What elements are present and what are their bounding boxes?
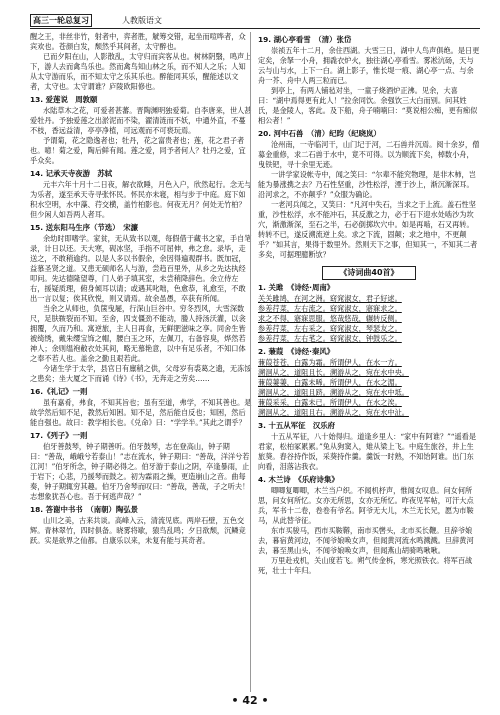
paragraph: 伯牙善鼓琴，钟子期善听。伯牙鼓琴，志在登高山，钟子期曰：“善哉，峨峨兮若泰山！”志在流水，钟子期曰：“善哉，洋洋兮若江河！”伯牙所念，钟子期必得之。伯牙游于泰山之阴，卒逢暴雨，止于岩下；心悲，乃援琴而鼓之。初为霖雨之操，更造崩山之音。曲每奏，钟子期辄穷其趣。伯牙乃舍琴而叹曰：“善哉，善哉，子之听夫！志想象犹吾心也。吾于何逃声哉？” xyxy=(30,442,250,501)
paragraph: 山川之美，古来共谈。高峰入云，清流见底。两岸石壁，五色交辉。青林翠竹，四时俱备。晓雾将歇，猿鸟乱鸣；夕日欲颓，沉鳞竞跃。实是欲界之仙都。自康乐以来，未复有能与其奇者。 xyxy=(30,516,246,545)
section-title: 15. 送东阳马生序（节选） 宋濂 xyxy=(30,223,139,232)
paragraph: 到亭上，有两人铺毡对坐，一童子烧酒炉正沸。见余，大喜曰：“湖中焉得更有此人！”拉余同饮。余强饮三大白而别。问其姓氏，是金陵人，客此。及下船，舟子喃喃曰：“莫说相公痴，更有痴似相公者！” xyxy=(258,86,478,125)
verse-line: 溯洄从之，道阻且长。溯游从之，宛在水中央。 xyxy=(258,368,409,377)
section-title: 19. 湖心亭看雪 （清）张岱 xyxy=(258,35,352,44)
section-title: 3. 十五从军征 汉乐府 xyxy=(258,421,336,430)
section-title: 20. 河中石兽 （清）纪昀（纪晓岚） xyxy=(258,129,381,138)
verse-line: 关关雎鸠，在河之洲。窈窕淑女，君子好逑。 xyxy=(258,294,402,303)
paragraph: 十五从军征，八十始得归。道逢乡里人：“家中有阿谁？”“遥看是君家，松柏冢累累。”兔从狗窦入，雉从梁上飞。中庭生旅谷，井上生旅葵。舂谷持作饭，采葵持作羹。羹饭一时熟，不知饴阿谁。出门东向看，泪落沾我衣。 xyxy=(258,432,477,471)
page-number: • 42 • xyxy=(231,694,269,707)
paragraph: 东市买骏马，西市买鞍鞯，南市买辔头，北市买长鞭。旦辞爷娘去，暮宿黄河边，不闻爷娘唤女声，但闻黄河流水鸣溅溅。旦辞黄河去，暮至黑山头，不闻爷娘唤女声，但闻燕山胡骑鸣啾啾。 xyxy=(258,526,474,555)
paragraph: 沧州南，一寺临河干，山门圮于河，二石兽并沉焉。阅十余岁，僧募金重修，求二石兽于水中，竟不可得。以为顺流下矣，棹数小舟，曳铁钯，寻十余里无迹。 xyxy=(258,140,480,169)
section-title: 18. 答谢中书书 （南朝）陶弘景 xyxy=(30,505,139,514)
verse-line: 求之不得，寤寐思服。悠哉悠哉，辗转反侧。 xyxy=(258,314,402,323)
verse-line: 参差荇菜，左右流之。窈窕淑女，寤寐求之。 xyxy=(258,304,402,313)
paragraph: 唧唧复唧唧，木兰当户织。不闻机杼声，惟闻女叹息。问女何所思，问女何所忆。女亦无所思，女亦无所忆。昨夜见军帖，可汗大点兵，军书十二卷，卷卷有爷名。阿爷无大儿，木兰无长兄，愿为市鞍马，从此替爷征。 xyxy=(258,486,474,525)
paragraph: 一讲学家设帐寺中，闻之笑曰：“尔辈不能究物理，是非木柿，岂能为暴涨携之去？乃石性坚重，沙性松浮，湮于沙上，渐沉渐深耳。沿河求之，不亦颠乎？”众服为确论。 xyxy=(258,170,476,199)
paragraph: 万里赴戎机，关山度若飞。朔气传金柝，寒光照铁衣。将军百战死，壮士十年归。 xyxy=(258,556,473,575)
section-title: 14. 记承天寺夜游 苏轼 xyxy=(30,169,113,178)
paragraph: 今诸生学于太学，县官日有廪稍之供，父母岁有裘葛之遗，无冻馁之患矣；坐大厦之下而诵《诗》《书》，无奔走之劳矣…… xyxy=(30,364,252,383)
section-title: 1. 关雎 《诗经·周南》 xyxy=(258,283,335,292)
verse-line: 蒹葭苍苍，白露为霜。所谓伊人，在水一方。 xyxy=(258,358,402,367)
paragraph: 余幼时即嗜学。家贫，无从致书以观，每假借于藏书之家，手自笔录，计日以还。天大寒，砚冰坚，手指不可屈伸，弗之怠。录毕，走送之，不敢稍逾约。以是人多以书假余，余因得遍观群书。既加冠，益慕圣贤之道。又患无硕师名人与游，尝趋百里外，从乡之先达执经叩问。先达德隆望尊，门人弟子填其室，未尝稍降辞色。余立侍左右，援疑质理，俯身倾耳以请；或遇其叱咄，色愈恭，礼愈至，不敢出一言以复；俟其欣悦，则又请焉。故余虽愚，卒获有所闻。 xyxy=(30,234,252,303)
paragraph: 醒之王，非丝非竹，射者中，弈者胜，觥筹交错，起坐而喧哗者，众宾欢也。苍颜白发，颓然乎其间者，太守醉也。 xyxy=(30,32,246,51)
section-title: 13. 爱莲说 周敦颐 xyxy=(30,95,98,104)
section-title: 16.《礼记》一则 xyxy=(30,387,88,396)
paragraph: 元丰六年十月十二日夜，解衣欲睡，月色入户，欣然起行。念无与为乐者，遂至承天寺寻张怀民。怀民亦未寝，相与步于中庭。庭下如积水空明，水中藻、荇交横，盖竹柏影也。何夜无月？何处无竹柏？但少闲人如吾两人者耳。 xyxy=(30,180,252,219)
paragraph: 予谓菊，花之隐逸者也；牡丹，花之富贵者也；莲，花之君子者也。噫！菊之爱，陶后鲜有闻。莲之爱，同予者何人？牡丹之爱，宜乎众矣。 xyxy=(30,136,246,165)
book-title: 高三一轮总复习 xyxy=(30,14,92,27)
left-column xyxy=(30,32,252,546)
paragraph: 虽有嘉肴，弗食，不知其旨也；虽有至道，弗学，不知其善也。是故学然后知不足，教然后知困。知不足，然后能自反也；知困，然后能自强也。故曰：教学相长也。《兑命》曰：“学学半。”其此之谓乎？ xyxy=(30,398,252,427)
verse-line: 溯洄从之，道阻且右。溯游从之，宛在水中沚。 xyxy=(258,408,409,417)
paragraph: 一老河兵闻之，又笑曰：“凡河中失石，当求之于上流。盖石性坚重，沙性松浮，水不能冲石，其反激之力，必于石下迎水处啮沙为坎穴，渐激渐深，至石之半，石必倒掷坎穴中。如是再啮，石又再转。转转不已，遂反溯流逆上矣。求之下流，固颠；求之地中，不更颠乎？”如其言，果得于数里外。然则天下之事，但知其一，不知其二者多矣，可据理臆断欤？ xyxy=(258,200,478,259)
paragraph: 当余之从师也，负箧曳屣，行深山巨谷中。穷冬烈风，大雪深数尺，足肤皲裂而不知。至舍，四支僵劲不能动，媵人持汤沃灌，以衾拥覆，久而乃和。寓逆旅，主人日再食，无鲜肥滋味之享。同舍生皆被绮绣，戴朱缨宝饰之帽，腰白玉之环，左佩刀，右备容臭，烨然若神人；余则缊袍敝衣处其间，略无慕艳意，以中有足乐者，不知口体之奉不若人也。盖余之勤且艰若此。 xyxy=(30,304,246,363)
section-title: 17.《列子》一则 xyxy=(30,431,88,440)
right-column xyxy=(258,32,480,576)
verse-line: 溯洄从之，道阻且跻。溯游从之，宛在水中坻。 xyxy=(258,388,409,397)
edition-label: 人教版语文 xyxy=(122,16,162,25)
verse-line: 参差荇菜，左右采之。窈窕淑女，琴瑟友之。 xyxy=(258,324,402,333)
paragraph: 崇祯五年十二月，余住西湖。大雪三日，湖中人鸟声俱绝。是日更定矣，余拏一小舟，拥毳衣炉火，独往湖心亭看雪。雾凇沆砀，天与云与山与水，上下一白。湖上影子，惟长堤一痕、湖心亭一点、与余舟一芥、舟中人两三粒而已。 xyxy=(258,46,480,85)
column-divider xyxy=(250,32,251,692)
section-title: 4. 木兰诗 《乐府诗集》 xyxy=(258,475,339,484)
paragraph: 水陆草木之花，可爱者甚蕃。晋陶渊明独爱菊。自李唐来，世人甚爱牡丹。予独爱莲之出淤泥而不染，濯清涟而不妖，中通外直，不蔓不枝，香远益清，亭亭净植，可远观而不可亵玩焉。 xyxy=(30,106,252,135)
page-header xyxy=(30,14,480,29)
poem-section-heading: 《诗词曲40首》 xyxy=(322,266,416,280)
verse-line: 蒹葭采采，白露未已。所谓伊人，在水之涘。 xyxy=(258,398,402,407)
paragraph: 已而夕阳在山，人影散乱，太守归而宾客从也。树林阴翳，鸣声上下，游人去而禽鸟乐也。然而禽鸟知山林之乐，而不知人之乐；人知从太守游而乐，而不知太守之乐其乐也。醉能同其乐，醒能述以文者，太守也。太守谓谁？庐陵欧阳修也。 xyxy=(30,52,252,91)
verse-line: 蒹葭萋萋，白露未晞。所谓伊人，在水之湄。 xyxy=(258,378,402,387)
section-title: 2. 蒹葭 《诗经·秦风》 xyxy=(258,347,335,356)
verse-line: 参差荇菜，左右芼之。窈窕淑女，钟鼓乐之。 xyxy=(258,334,402,343)
